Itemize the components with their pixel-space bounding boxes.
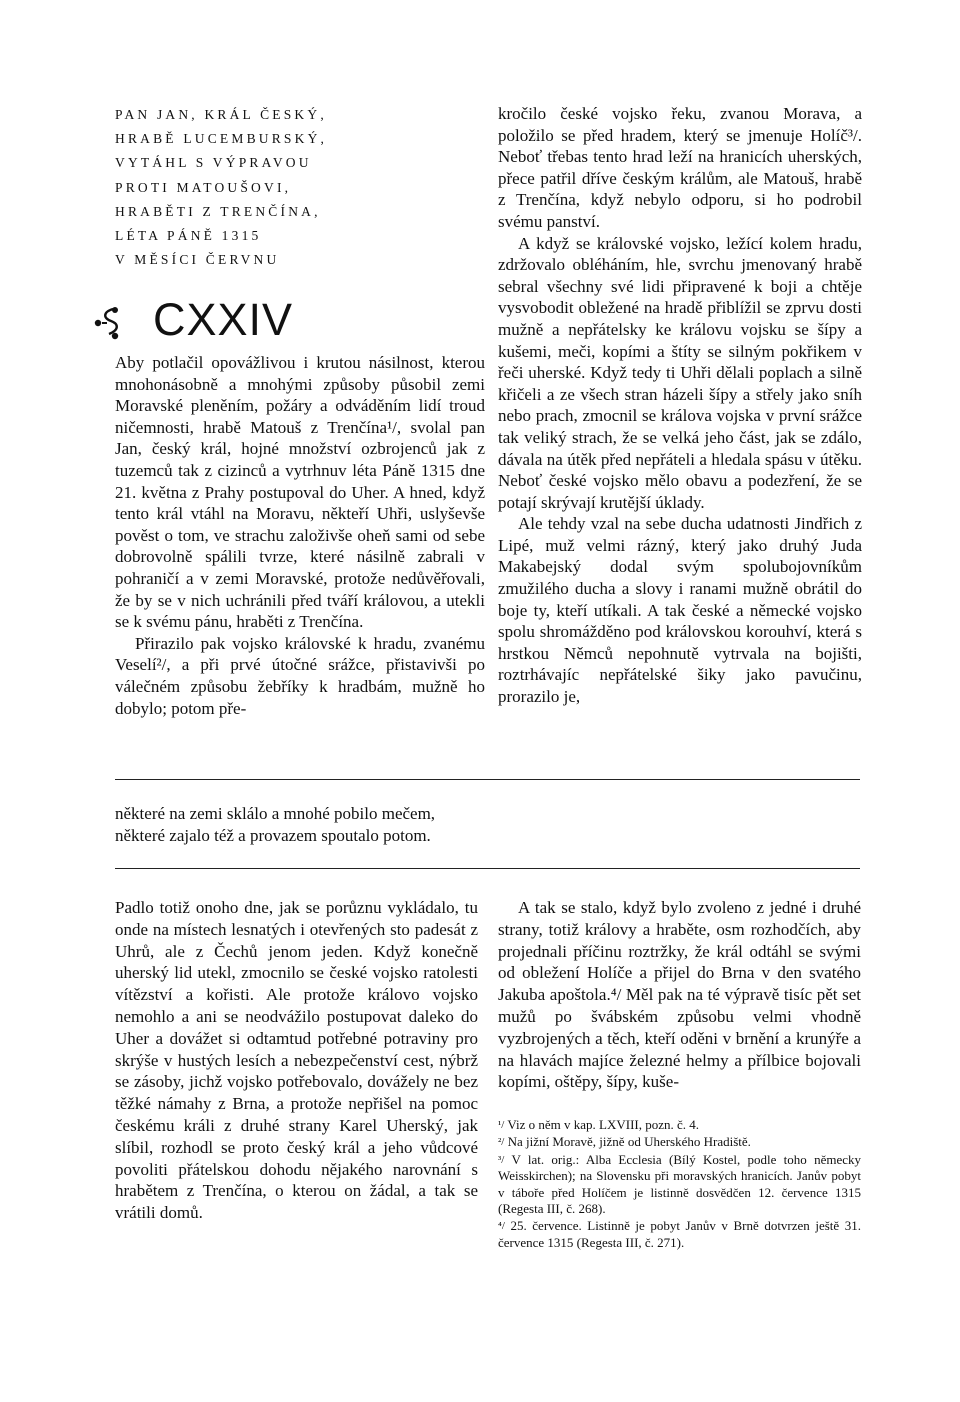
footnote-mark: ²/ <box>498 1136 505 1149</box>
chapter-heading <box>115 103 327 272</box>
paragraph: Přirazilo pak vojsko královské k hradu, zvanému Veselí²/, a při prvé útočné srážce, přistavivši po válečném způsobu žebříky k hradbám, mužně ho dobylo; potom pře- <box>115 633 485 718</box>
text-column-right-bottom <box>498 897 861 1093</box>
footnote-text: V lat. orig.: Alba Ecclesia (Bílý Kostel, podle toho německy Weisskirchen); na Slovensku při moravských hranicích. Janův pobyt v táboře před Holíčem je listinně dosvědčen 12. července 1315 (Regesta III, č. 268). <box>498 1151 862 1217</box>
heading-line: PROTI MATOUŠOVI, <box>115 179 292 195</box>
heading-line: PAN JAN, KRÁL ČESKÝ, <box>115 107 327 122</box>
text-column-left-bottom <box>115 897 478 1224</box>
footnote <box>498 1117 861 1133</box>
footnote <box>498 1152 861 1218</box>
heading-line: HRABĚ LUCEMBURSKÝ, <box>115 131 328 147</box>
footnote-text: 25. července. Listinně je pobyt Janův v Brně dotvrzen ještě 31. července 1315 (Regesta III, č. 271). <box>498 1218 861 1250</box>
text-column-right-top <box>498 103 862 708</box>
footnote <box>498 1134 861 1150</box>
verse-quote <box>115 803 435 847</box>
paragraph: Padlo totiž onoho dne, jak se porůznu vykládalo, tu onde na místech lesnatých i otevřených sto padesát z Uhrů, ale z Čechů jenom jeden. Když konečně uherský lid utekl, zmocnilo se české vojsko ratolesti vítězství a kořisti. Ale protože královo vojsko nemohlo a ani se neodvážilo postupovat daleko do Uher a dovážet si odtamtud potřebné potraviny pro skrýše v hustých lesích a nebezpečenství cest, nýbrž se zásoby, jichž vojsko potřebovalo, dovážely ne bez těžké námahy z Brna, a protože nepřišel na pomoc českému králi z druhé strany Karel Uherský, jak slíbil, rozhodl se proto český král a jeho vůdcové povoliti přátelskou dohodu nějakého narovnání s hrabětem z Trenčína, o kterou on žádal, a tak se vrátili domů. <box>115 898 478 1223</box>
paragraph: A když se královské vojsko, ležící kolem hradu, zdržovalo obléháním, hle, svrchu jmenovaný hrabě sebral všechny své lidi připravené k boji a chtěje vysvobodit obležené na hradě přiblížil se zprvu dosti mužně a nepřátelsky ke královu vojsku se šípy a kušemi, meči, kopími a štíty se silným pokřikem v řeči uherské. Když tedy ti Uhři dělali poplach a silně křičeli a ze všech stran házeli šípy a střely jako sníh nebo prach, zmocnil se králova vojska v první srážce tak veliký strach, že se velká jeho část, jak se zdálo, dávala na útěk před nepřáteli a hledala spásu v útěku. Neboť české vojsko mělo obavu a podezření, že se potají skrývají krutější úklady. <box>498 233 862 512</box>
divider-rule-top <box>115 779 860 780</box>
chapter-numeral: CXXIV <box>153 294 294 345</box>
text-column-left-top <box>115 352 485 719</box>
heading-line: HRABĚTI Z TRENČÍNA, <box>115 203 321 219</box>
fleuron-ornament-icon <box>93 306 123 340</box>
heading-line: LÉTA PÁNĚ 1315 <box>115 228 262 244</box>
verse-line: některé na zemi sklálo a mnohé pobilo mečem, <box>115 804 436 823</box>
footnote <box>498 1218 861 1251</box>
footnote-text: Viz o něm v kap. LXVIII, pozn. č. 4. <box>507 1117 700 1132</box>
verse-line: některé zajalo též a provazem spoutalo potom. <box>115 826 431 845</box>
footnote-text: Na jižní Moravě, jižně od Uherského Hradiště. <box>507 1134 751 1150</box>
divider-rule-bottom <box>115 868 860 869</box>
footnotes <box>498 1117 861 1252</box>
paragraph: Aby potlačil opovážlivou i krutou násilnost, kterou mnohonásobně a mnohými způsoby působil zemi Moravské pleněním, požáry a odváděním lidí troud ničemnosti, hrabě Matouš z Trenčína¹/, svolal pan Jan, český král, hojné množství ozbrojenců jak z tuzemců tak z cizinců a vytrhnuv léta Páně 1315 dne 21. května z Prahy postupoval do Uher. A hned, když tento král vtáhl na Moravu, někteří Uhři, uslyševše pověst o tom, ve strachu založivše oheň sami od sebe dobrovolně spálili tvrze, které násilně zabrali v pohraničí a v zemi Moravské, protože nedůvěřovali, že by se v nich uchránili před tváří královou, a utekli se k svému pánu, hraběti z Trenčína. <box>115 353 485 632</box>
paragraph: kročilo české vojsko řeku, zvanou Morava, a položilo se před hradem, který se jmenuje Holíč³/. Neboť třebas tento hrad leží na hranicích uherských, přece patřil dříve českým králům, ale Matouš, hrabě z Trenčína, když nebylo odporu, si ho podrobil svému panství. <box>498 104 862 231</box>
heading-line: V MĚSÍCI ČERVNU <box>115 252 280 268</box>
paragraph: A tak se stalo, když bylo zvoleno z jedné i druhé strany, totiž královy a hraběte, osm rozhodčích, aby projednali příčinu roztržky, že král odtáhl se svými od obležení Holíče a přijel do Brna v den svatého Jakuba apoštola.⁴/ Měl pak na té výpravě tisíc pět set mužů po švábském způsobu velmi vhodně vyzbrojených a těch, kteří oděni v brnění a krunýře a na hlavách majíce železné helmy a přílbice bojovali kopími, oštěpy, šípy, kuše- <box>498 898 861 1092</box>
heading-line: VYTÁHL S VÝPRAVOU <box>115 155 312 171</box>
footnote-mark: ¹/ <box>498 1119 505 1131</box>
footnote-mark: ⁴/ <box>498 1220 505 1233</box>
paragraph: Ale tehdy vzal na sebe ducha udatnosti Jindřich z Lipé, muž velmi rázný, který jako druhý Juda Makabejský dodal svým spolubojovníkům zmužilého ducha a slovy i ranami mužně obrátil do boje ty, kteří utíkali. A tak české a německé vojsko spolu shromážděno pod královskou korouhví, která s hrstkou Němců nepohnutě vytrvala na bojišti, roztrhávajíc nepřátelské šiky jako pavučinu, prorazilo je, <box>498 514 862 707</box>
footnote-mark: ³/ <box>498 1153 505 1166</box>
